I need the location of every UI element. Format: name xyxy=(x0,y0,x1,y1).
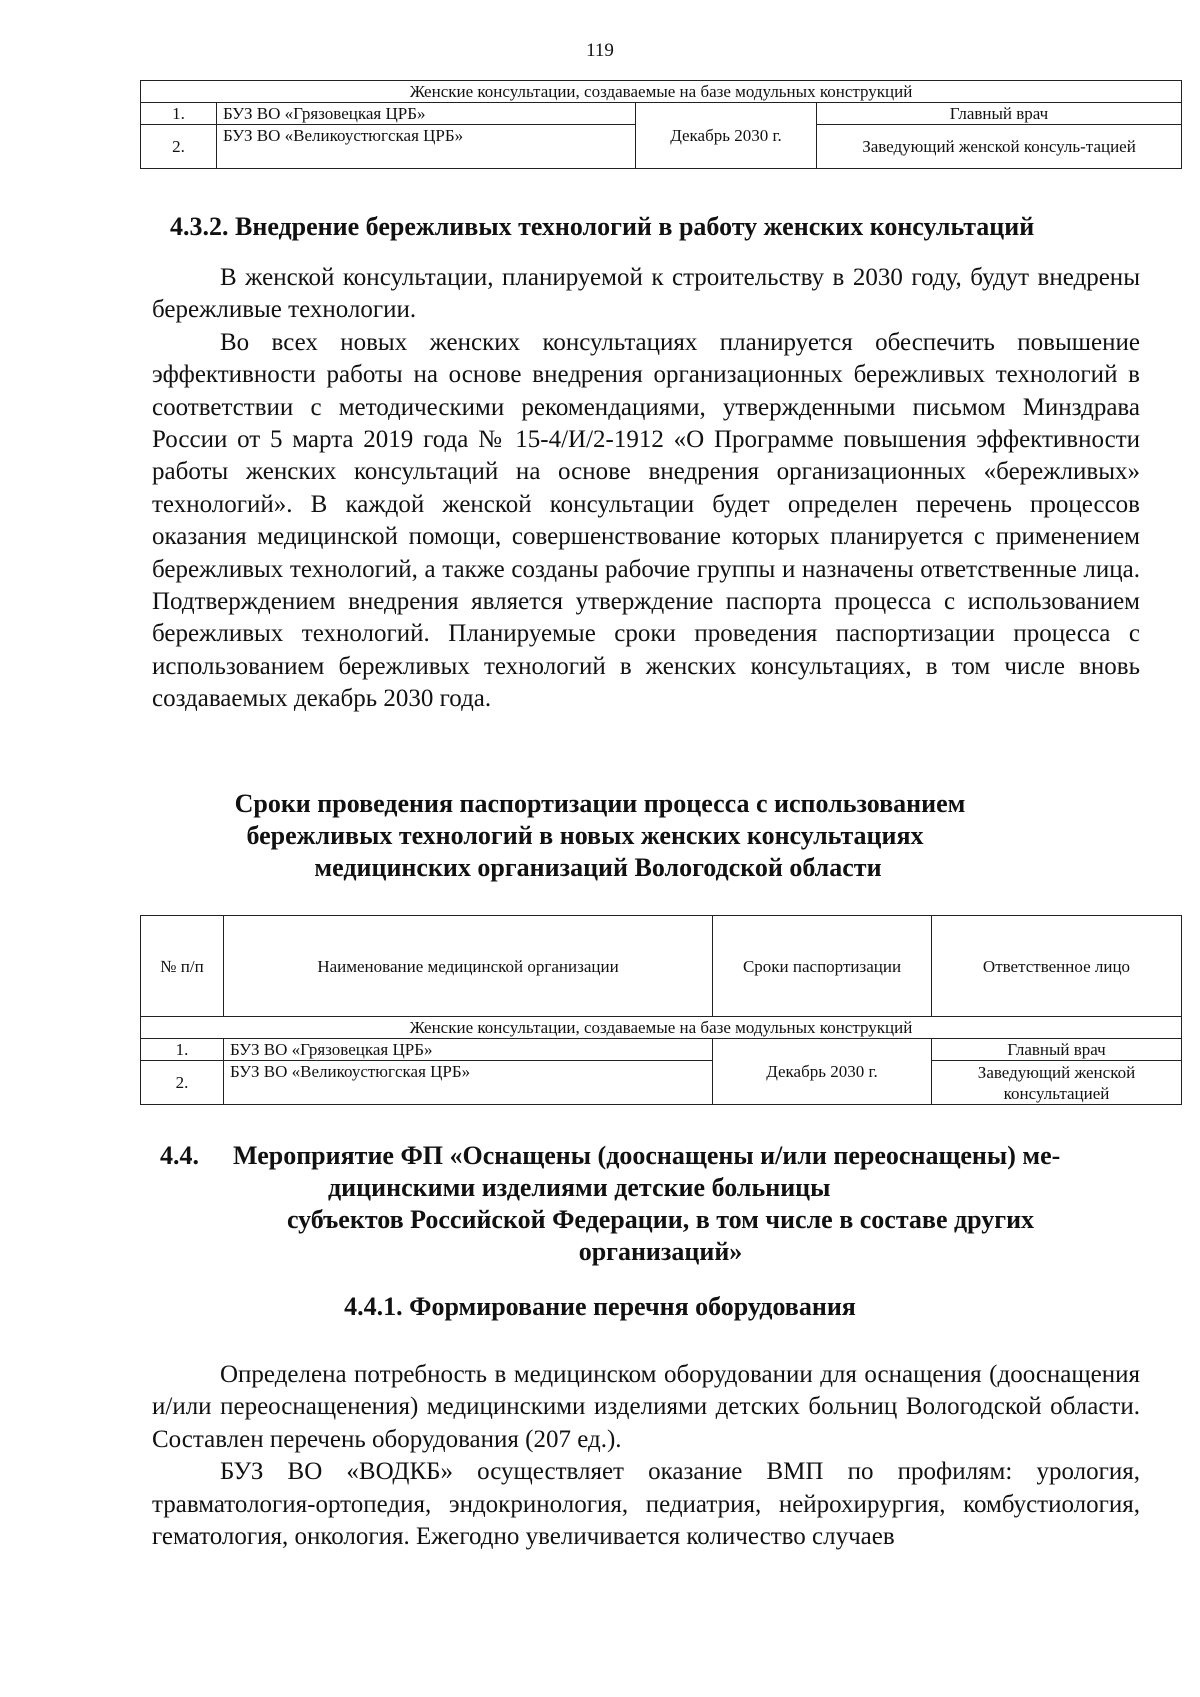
section-4-3-2-body xyxy=(152,262,1140,716)
schedule-title-line-2: бережливых технологий в новых женских консультациях xyxy=(246,821,924,850)
paragraph: Во всех новых женских консультациях планируется обеспечить повышение эффективности работы на основе внедрения организационных бережливых технологий в соответствии с методическими рекомендациями, утвержденными письмом Минздрава России от 5 марта 2019 года № 15-4/И/2-1912 «О Программе повышения эффективности работы женских консультаций на основе внедрения организационных «бережливых» технологий». В каждой женской консультации будет определен перечень процессов оказания медицинской помощи, совершенствование которых планируется с применением бережливых технологий, а также созданы рабочие группы и назначены ответственные лица. Подтверждением внедрения является утверждение паспорта процесса с использованием бережливых технологий. Планируемые сроки проведения паспортизации процесса с использованием бережливых технологий в женских консультациях, в том числе вновь создаваемых декабрь 2030 года. xyxy=(152,328,1140,713)
section-4-4-1-body xyxy=(152,1359,1140,1553)
responsible-person: Заведующий женской консуль-тацией xyxy=(817,125,1182,169)
deadline-cell: Декабрь 2030 г. xyxy=(713,1039,932,1105)
organization-name: БУЗ ВО «Грязовецкая ЦРБ» xyxy=(217,103,636,125)
row-number: 2. xyxy=(141,125,217,169)
table-group-label: Женские консультации, создаваемые на базе модульных конструкций xyxy=(141,81,1182,103)
header-organization: Наименование медицинской организации xyxy=(224,916,713,1017)
top-table xyxy=(140,80,1182,169)
page-number: 119 xyxy=(586,40,614,61)
responsible-person: Главный врач xyxy=(817,103,1182,125)
responsible-person: Заведующий женской консультацией xyxy=(932,1061,1182,1105)
organization-name: БУЗ ВО «Великоустюгская ЦРБ» xyxy=(217,125,636,169)
row-number: 1. xyxy=(141,1039,224,1061)
header-deadline: Сроки паспортизации xyxy=(713,916,932,1017)
header-responsible: Ответственное лицо xyxy=(932,916,1182,1017)
section-title-line: дицинскими изделиями детские больницы xyxy=(328,1173,831,1202)
responsible-person: Главный врач xyxy=(932,1039,1182,1061)
section-title-line: Мероприятие ФП «Оснащены (дооснащены и/или переоснащены) ме- xyxy=(233,1141,1061,1170)
schedule-table xyxy=(140,915,1182,1105)
section-title-line: организаций» xyxy=(578,1237,743,1266)
paragraph: В женской консультации, планируемой к строительству в 2030 году, будут внедрены бережливые технологии. xyxy=(152,264,1140,324)
row-number: 1. xyxy=(141,103,217,125)
paragraph: Определена потребность в медицинском оборудовании для оснащения (дооснащения и/или переоснащенения) медицинскими изделиями детских больниц Вологодской области. Составлен перечень оборудования (207 ед.). xyxy=(152,1361,1140,1453)
table-group-label: Женские консультации, создаваемые на базе модульных конструкций xyxy=(141,1017,1182,1039)
paragraph: БУЗ ВО «ВОДКБ» осуществляет оказание ВМП по профилям: урология, травматология-ортопедия, эндокринология, педиатрия, нейрохирургия, комбустиология, гематология, онкология. Ежегодно увеличивается количество случаев xyxy=(152,1458,1140,1551)
organization-name: БУЗ ВО «Великоустюгская ЦРБ» xyxy=(224,1061,713,1105)
section-heading-4-3-2: 4.3.2. Внедрение бережливых технологий в работу женских консультаций xyxy=(170,212,1035,241)
header-number: № п/п xyxy=(141,916,224,1017)
section-title-line: субъектов Российской Федерации, в том числе в составе других xyxy=(286,1205,1035,1234)
organization-name: БУЗ ВО «Грязовецкая ЦРБ» xyxy=(224,1039,713,1061)
deadline-cell: Декабрь 2030 г. xyxy=(636,103,817,169)
section-heading-4-4-1: 4.4.1. Формирование перечня оборудования xyxy=(344,1292,856,1321)
row-number: 2. xyxy=(141,1061,224,1105)
schedule-title-line-3: медицинских организаций Вологодской области xyxy=(314,853,882,882)
schedule-title-line-1: Сроки проведения паспортизации процесса с использованием xyxy=(234,789,966,818)
section-number: 4.4. xyxy=(160,1141,199,1170)
